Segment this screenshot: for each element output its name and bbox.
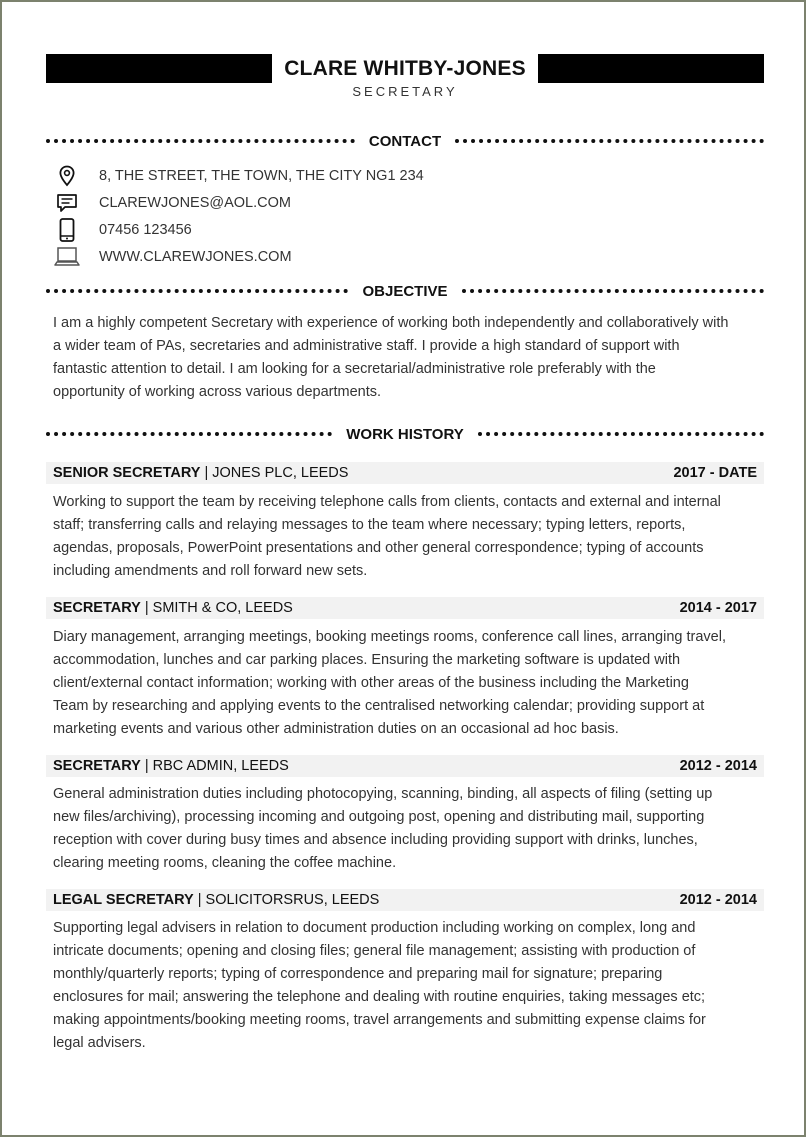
text-line: agendas, proposals, PowerPoint presentations and other general correspondence; typing of accounts (53, 540, 704, 556)
job-employer: RBC ADMIN, LEEDS (152, 758, 289, 774)
job-description (53, 491, 765, 583)
job-title-line (53, 892, 379, 908)
location-pin-icon (54, 164, 80, 188)
dotted-divider (455, 139, 764, 143)
job-title: SECRETARY (53, 600, 141, 616)
dotted-divider (46, 432, 332, 436)
contact-email[interactable]: CLAREWJONES@AOL.COM (99, 195, 291, 211)
job-title: SECRETARY (53, 758, 141, 774)
job-employer: SMITH & CO, LEEDS (152, 600, 293, 616)
job-employer: JONES PLC, LEEDS (212, 465, 349, 481)
job-description (53, 626, 765, 741)
text-line: intricate documents; opening and closing files; general file management; assisting with production of (53, 943, 696, 959)
job-separator: | (193, 892, 206, 908)
text-line: I am a highly competent Secretary with experience of working both independently and collaboratively with (53, 315, 729, 331)
dotted-divider (462, 289, 764, 293)
job-title-line (53, 600, 293, 616)
text-line: monthly/quarterly reports; typing of correspondence and preparing mail for signature; preparing (53, 966, 663, 982)
job-header (46, 889, 764, 911)
resume-header (46, 54, 764, 104)
section-title: OBJECTIVE (362, 282, 448, 300)
text-line: marketing events and various other administration duties on an occasional ad hoc basis. (53, 721, 619, 737)
job-dates: 2017 - DATE (673, 465, 757, 481)
job-title-line (53, 758, 289, 774)
job-dates: 2012 - 2014 (679, 892, 757, 908)
job-dates: 2014 - 2017 (679, 600, 757, 616)
text-line: new files/archiving), processing incoming and outgoing post, opening and distributing mail, supporting (53, 809, 705, 825)
job-separator: | (140, 600, 153, 616)
job-description (53, 917, 765, 1055)
objective-section-heading (46, 281, 764, 301)
text-line: Team by researching and applying events to the centralised networking calendar; providing support at (53, 698, 705, 714)
text-line: opportunity of working across various departments. (53, 384, 382, 400)
text-line: clearing meeting rooms, cleaning the coffee machine. (53, 855, 397, 871)
job-header (46, 597, 764, 619)
text-line: making appointments/booking meeting rooms, travel arrangements and submitting expense claims for (53, 1012, 706, 1028)
contact-email-row (54, 191, 291, 215)
text-line: reception with cover during busy times and absence including providing support with drinks, lunches, (53, 832, 698, 848)
contact-website[interactable]: WWW.CLAREWJONES.COM (99, 249, 292, 265)
objective-text (53, 312, 765, 404)
text-line: General administration duties including photocopying, scanning, binding, all aspects of filing (setting up (53, 786, 713, 802)
text-line: staff; transferring calls and relaying messages to the team where necessary; typing letters, reports, (53, 517, 686, 533)
job-separator: | (200, 465, 213, 481)
section-title: WORK HISTORY (346, 425, 464, 443)
candidate-name: CLARE WHITBY-JONES (284, 57, 526, 80)
contact-phone-row (54, 218, 192, 242)
job-employer: SOLICITORSRUS, LEEDS (205, 892, 380, 908)
job-title: SENIOR SECRETARY (53, 465, 201, 481)
contact-address-row (54, 164, 424, 188)
text-line: a wider team of PAs, secretaries and administrative staff. I provide a high standard of support with (53, 338, 680, 354)
text-line: legal advisers. (53, 1035, 146, 1051)
laptop-icon (54, 245, 80, 269)
text-line: Diary management, arranging meetings, booking meetings rooms, conference call lines, arranging travel, (53, 629, 726, 645)
contact-address: 8, THE STREET, THE TOWN, THE CITY NG1 234 (99, 168, 424, 184)
text-line: Working to support the team by receiving telephone calls from clients, contacts and external and internal (53, 494, 721, 510)
job-dates: 2012 - 2014 (679, 758, 757, 774)
job-separator: | (140, 758, 153, 774)
text-line: Supporting legal advisers in relation to document production including working on complex, long and (53, 920, 696, 936)
contact-section-heading (46, 131, 764, 151)
text-line: including amendments and roll forward new sets. (53, 563, 368, 579)
text-line: enclosures for mail; answering the telephone and dealing with routine enquiries, taking messages etc; (53, 989, 706, 1005)
dotted-divider (46, 289, 348, 293)
text-line: client/external contact information; working with other areas of the business including the Marketing (53, 675, 689, 691)
mobile-phone-icon (54, 218, 80, 242)
section-title: CONTACT (368, 132, 442, 150)
job-title-line (53, 465, 348, 481)
job-header (46, 462, 764, 484)
email-icon (54, 191, 80, 215)
dotted-divider (478, 432, 764, 436)
contact-phone: 07456 123456 (99, 222, 192, 238)
candidate-role: SECRETARY (352, 84, 458, 99)
text-line: fantastic attention to detail. I am looking for a secretarial/administrative role preferably with the (53, 361, 656, 377)
header-bar-left (46, 54, 272, 83)
job-header (46, 755, 764, 777)
job-title: LEGAL SECRETARY (53, 892, 194, 908)
work-history-section-heading (46, 424, 764, 444)
contact-website-row (54, 245, 292, 269)
text-line: accommodation, lunches and car parking places. Ensuring the marketing software is updated with (53, 652, 681, 668)
dotted-divider (46, 139, 355, 143)
header-bar-right (538, 54, 764, 83)
job-description (53, 783, 765, 875)
